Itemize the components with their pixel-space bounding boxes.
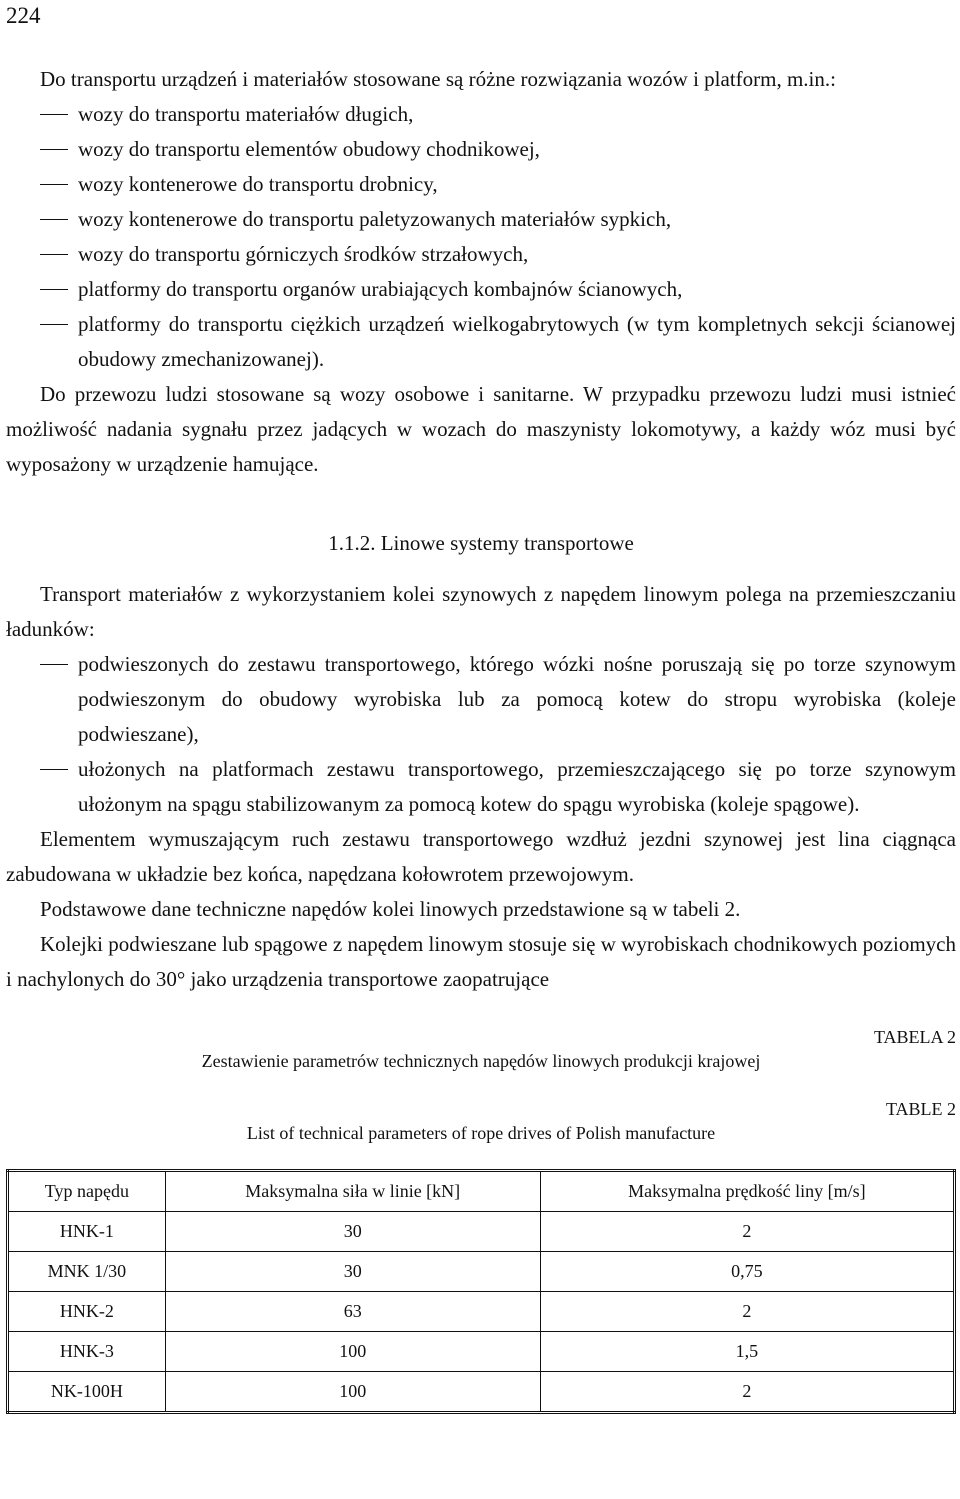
list-item: platformy do transportu organów urabiających kombajnów ścianowych, [78, 277, 683, 301]
table-header-row [8, 1171, 955, 1212]
table-cell: 30 [165, 1212, 540, 1252]
list-item: platformy do transportu ciężkich urządzeń wielkogabrytowych (w tym kompletnych sekcji ścianowej obudowy zmechanizowanej). [78, 312, 956, 371]
table-cell: 2 [540, 1372, 954, 1413]
list-item: podwieszonych do zestawu transportowego, którego wózki nośne poruszają się po torze szynowym podwieszonym do obudowy wyrobiska lub za pomocą kotew do stropu wyrobiska (koleje podwieszane), [78, 652, 956, 746]
table-cell: 1,5 [540, 1332, 954, 1372]
list-item: wozy kontenerowe do transportu paletyzowanych materiałów sypkich, [78, 207, 672, 231]
table-cell: 2 [540, 1292, 954, 1332]
page-content [6, 62, 956, 1414]
intro-list [6, 97, 956, 377]
column-header: Maksymalna siła w linie [kN] [165, 1171, 540, 1212]
table-cell: 0,75 [540, 1252, 954, 1292]
table-cell: 2 [540, 1212, 954, 1252]
table-cell: 100 [165, 1332, 540, 1372]
list-item: wozy do transportu górniczych środków strzałowych, [78, 242, 529, 266]
table-cell: HNK-1 [8, 1212, 166, 1252]
table-cell: HNK-2 [8, 1292, 166, 1332]
table-label-pl: TABELA 2 [873, 1027, 956, 1047]
table-cell: 30 [165, 1252, 540, 1292]
table-cell: 63 [165, 1292, 540, 1332]
table-cell: NK-100H [8, 1372, 166, 1413]
intro-paragraph: Do transportu urządzeń i materiałów stosowane są różne rozwiązania wozów i platform, m.in.: [40, 67, 836, 91]
section-paragraph-3: Podstawowe dane techniczne napędów kolei linowych przedstawione są w tabeli 2. [40, 897, 741, 921]
list-item: ułożonych na platformach zestawu transportowego, przemieszczającego się po torze szynowym ułożonym na spągu stabilizowanym za pomocą kotew do spągu wyrobiska (koleje spągowe). [78, 757, 956, 816]
section-paragraph-2: Elementem wymuszającym ruch zestawu transportowego wzdłuż jezdni szynowej jest lina ciągnąca zabudowana w układzie bez końca, napędzana kołowrotem przewojowym. [6, 827, 956, 886]
table-caption-pl: Zestawienie parametrów technicznych napędów linowych produkcji krajowej [201, 1051, 761, 1071]
parameters-table [6, 1169, 956, 1414]
section-heading: 1.1.2. Linowe systemy transportowe [328, 531, 634, 555]
table-row [8, 1372, 955, 1413]
page-number: 224 [6, 3, 41, 28]
list-item: wozy kontenerowe do transportu drobnicy, [78, 172, 438, 196]
list-item: wozy do transportu elementów obudowy chodnikowej, [78, 137, 540, 161]
table-row [8, 1292, 955, 1332]
section-paragraph-4: Kolejki podwieszane lub spągowe z napędem linowym stosuje się w wyrobiskach chodnikowych poziomych i nachylonych do 30° jako urządzenia transportowe zaopatrujące [6, 932, 956, 991]
table-cell: MNK 1/30 [8, 1252, 166, 1292]
intro-closing-paragraph: Do przewozu ludzi stosowane są wozy osobowe i sanitarne. W przypadku przewozu ludzi musi istnieć możliwość nadania sygnału przez jadących w wozach do maszynisty lokomotywy, a każdy wóz musi być wyposażony w urządzenie hamujące. [6, 382, 956, 476]
table-cell: 100 [165, 1372, 540, 1413]
column-header: Typ napędu [8, 1171, 166, 1212]
column-header: Maksymalna prędkość liny [m/s] [540, 1171, 954, 1212]
table-row [8, 1212, 955, 1252]
section-list [6, 647, 956, 822]
table-caption-en: List of technical parameters of rope drives of Polish manufacture [246, 1123, 716, 1143]
table-row [8, 1332, 955, 1372]
list-item: wozy do transportu materiałów długich, [78, 102, 414, 126]
table-cell: HNK-3 [8, 1332, 166, 1372]
table-label-en: TABLE 2 [885, 1099, 956, 1119]
section-paragraph: Transport materiałów z wykorzystaniem kolei szynowych z napędem linowym polega na przemieszczaniu ładunków: [6, 582, 956, 641]
table-row [8, 1252, 955, 1292]
